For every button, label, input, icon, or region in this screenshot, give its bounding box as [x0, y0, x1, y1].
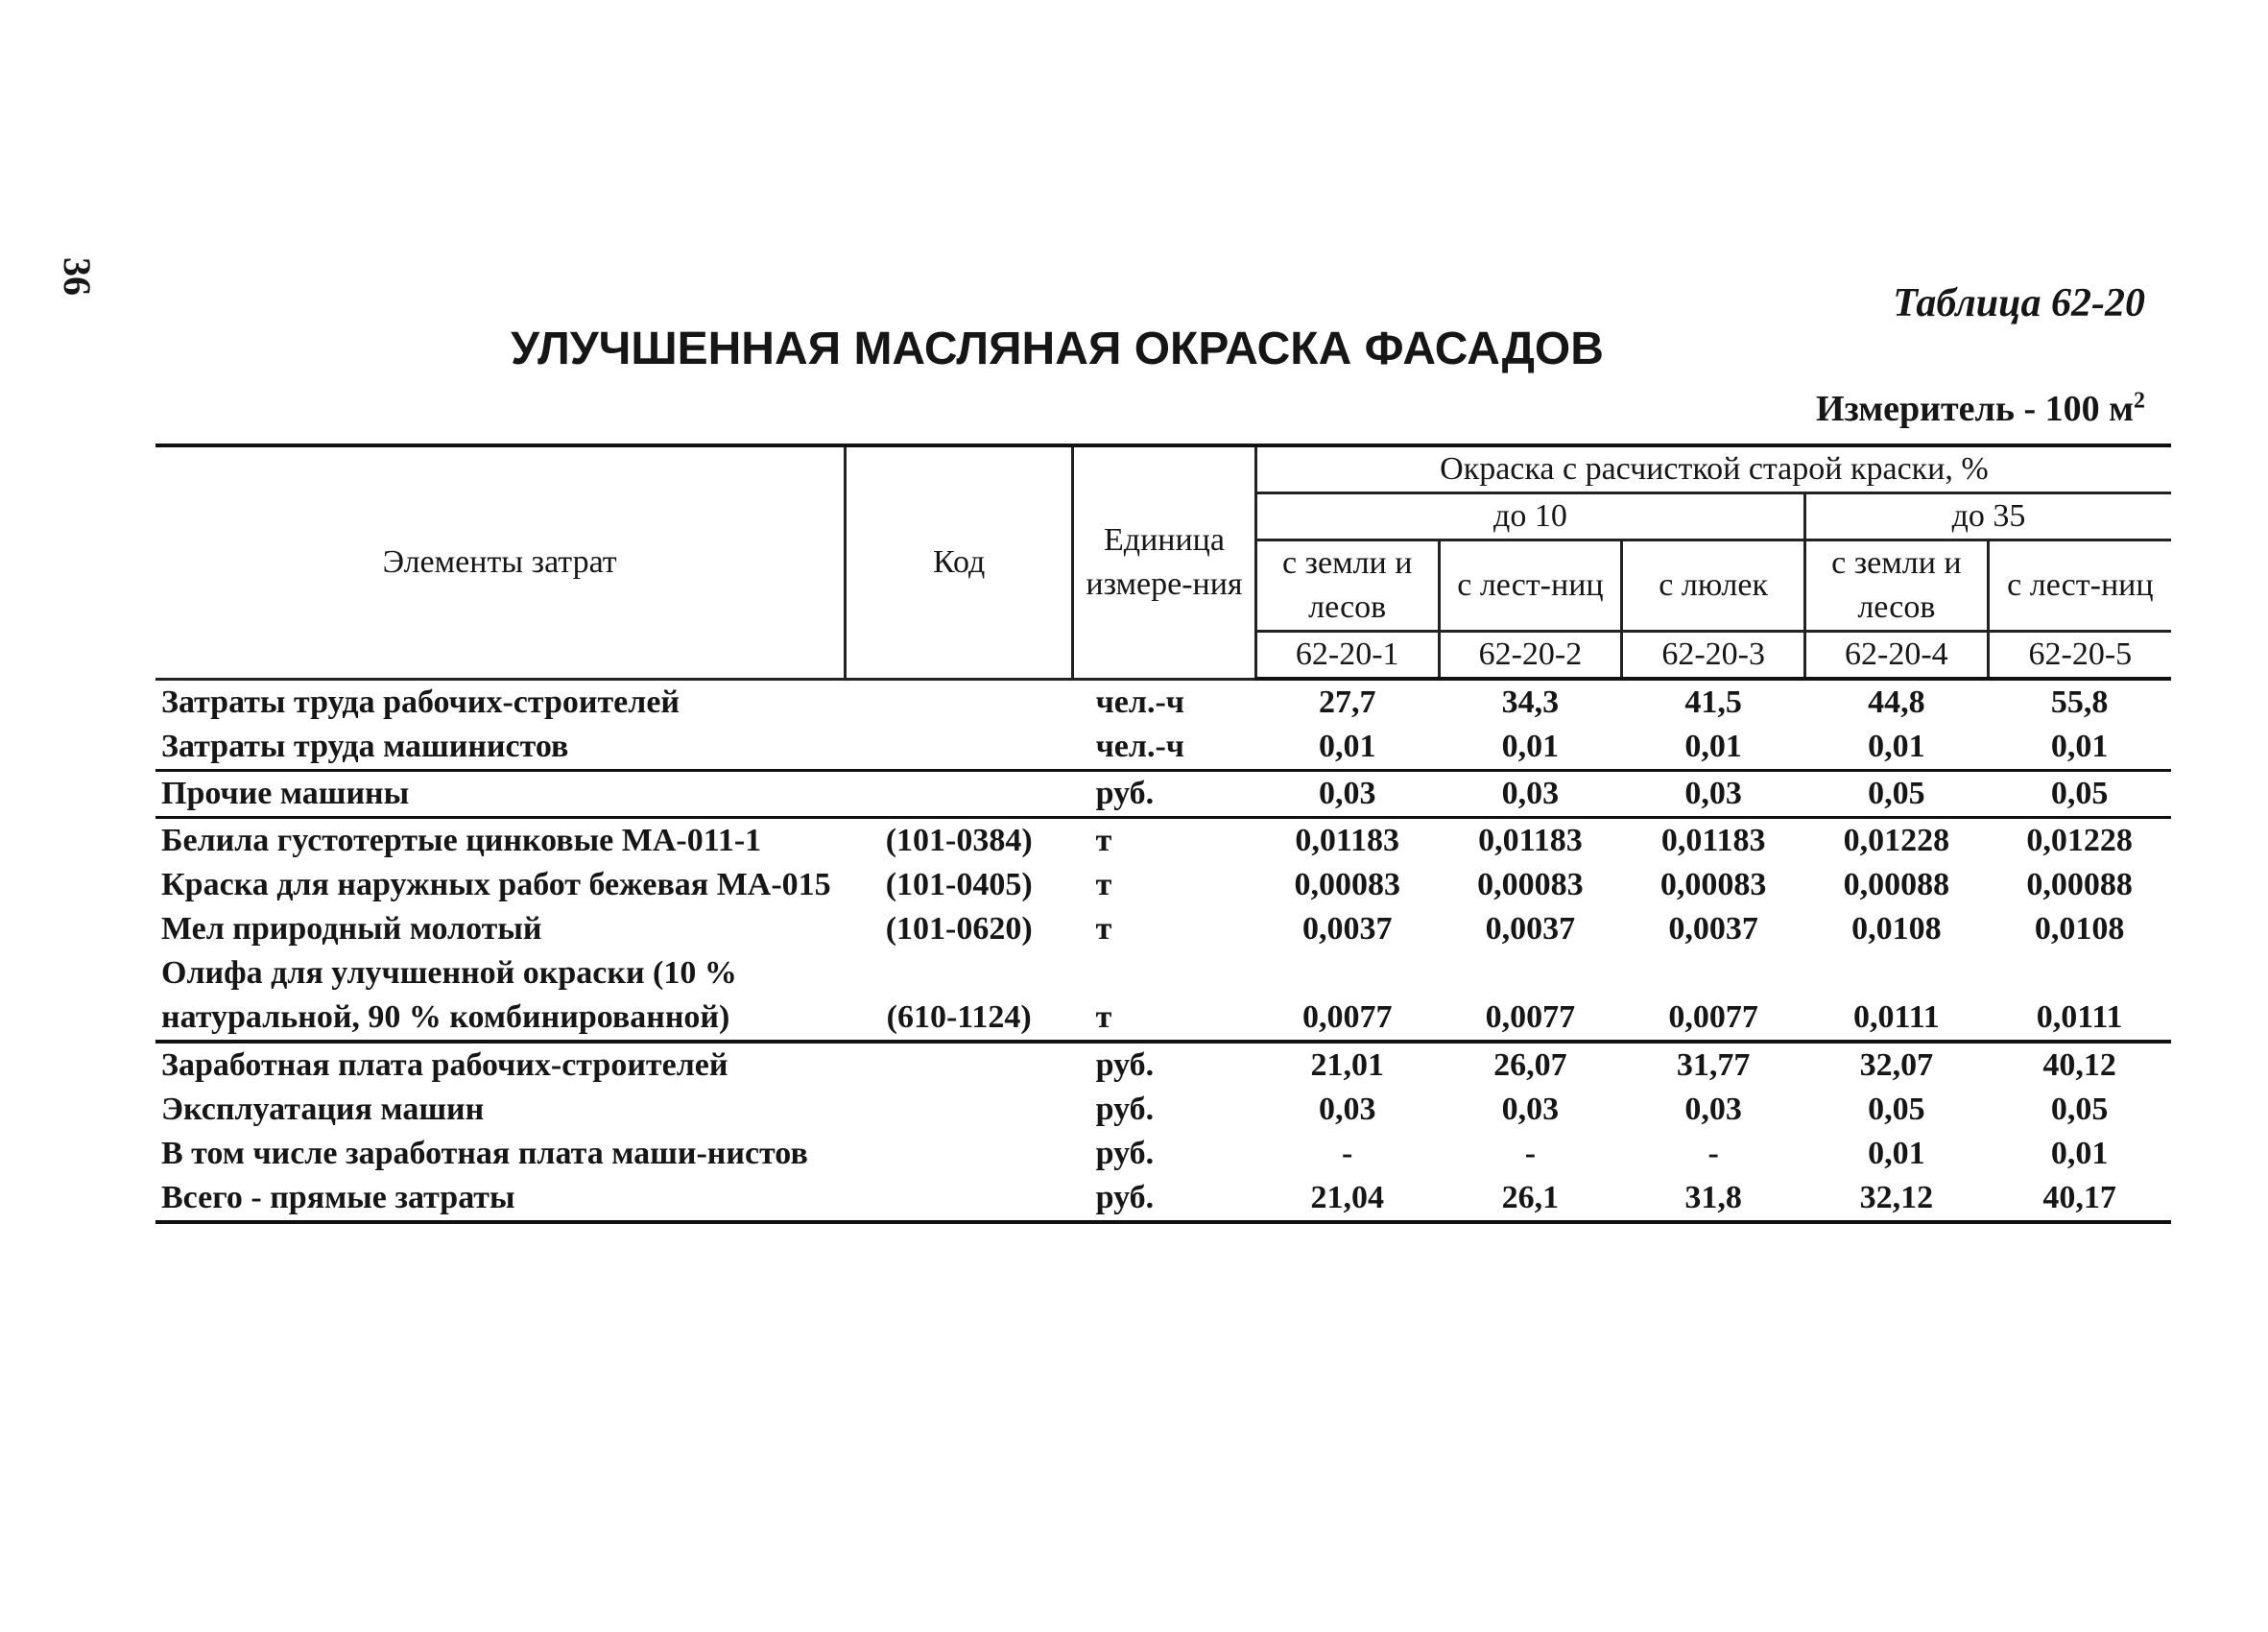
row-value: 0,05: [1868, 1092, 1925, 1127]
row-value: 21,04: [1255, 1176, 1439, 1222]
row-label: Всего - прямые затраты: [155, 1176, 846, 1222]
row-label: Прочие машины: [155, 771, 846, 818]
row-value: 0,03: [1318, 1092, 1376, 1127]
row-unit: руб.: [1073, 771, 1256, 818]
row-value: 0,03: [1501, 1092, 1560, 1127]
row-code: (101-0384): [885, 823, 1033, 858]
row-value: -: [1707, 1136, 1719, 1171]
row-value: 0,0108: [2034, 911, 2125, 947]
header-code-3: 62-20-3: [1622, 632, 1805, 680]
row-value: 0,00088: [2026, 867, 2133, 902]
row-value: 0,05: [1805, 771, 1989, 818]
row-unit: руб.: [1073, 1176, 1256, 1222]
table-row: [155, 1088, 2171, 1132]
cost-table: [155, 444, 2171, 1224]
row-value: 0,01183: [1660, 823, 1766, 858]
table-row: [155, 951, 2171, 1042]
row-value: 0,05: [2050, 1092, 2109, 1127]
row-value: 0,01: [1805, 725, 1989, 771]
row-unit: руб.: [1095, 1136, 1155, 1171]
row-unit: т: [1095, 911, 1112, 947]
header-elements: Элементы затрат: [155, 445, 846, 679]
table-row: [155, 771, 2171, 818]
row-value: 0,00083: [1294, 867, 1400, 902]
row-label: В том числе заработная плата маши-нистов: [161, 1136, 808, 1171]
row-value: 0,00083: [1477, 867, 1584, 902]
row-label: Белила густотертые цинковые МА-011-1: [161, 823, 762, 858]
row-label: Затраты труда машинистов: [155, 725, 846, 771]
row-value: 0,01183: [1295, 823, 1400, 858]
row-value: 0,01: [1622, 725, 1805, 771]
row-value: 31,77: [1676, 1047, 1751, 1083]
row-value: 27,7: [1318, 684, 1376, 720]
header-code-2: 62-20-2: [1439, 632, 1622, 680]
row-code: [846, 1088, 1073, 1132]
row-value: 0,05: [1988, 771, 2171, 818]
row-value: 41,5: [1684, 684, 1742, 720]
header-unit: Единица измере-ния: [1073, 445, 1256, 679]
row-value: 32,12: [1805, 1176, 1989, 1222]
header-col-4: с земли и лесов: [1805, 540, 1989, 632]
row-value: 0,0037: [1485, 911, 1576, 947]
table-row: [155, 725, 2171, 771]
row-label: Олифа для улучшенной окраски (10 % натуральной, 90 % комбинированной): [155, 951, 846, 1042]
row-code: [846, 725, 1073, 771]
table-row: [155, 1132, 2171, 1176]
row-value: 0,01: [1988, 725, 2171, 771]
row-value: 0,01: [1255, 725, 1439, 771]
row-value: 0,03: [1255, 771, 1439, 818]
measure-superscript: 2: [2134, 388, 2145, 414]
row-value: 0,0037: [1301, 911, 1393, 947]
table-row: [155, 1042, 2171, 1088]
page-title: УЛУЧШЕННАЯ МАСЛЯНАЯ ОКРАСКА ФАСАДОВ: [511, 324, 1604, 374]
row-code: (610-1124): [846, 951, 1073, 1042]
row-value: 0,0077: [1255, 951, 1439, 1042]
row-value: 0,03: [1622, 771, 1805, 818]
row-value: 44,8: [1868, 684, 1925, 720]
table-label: Таблица 62-20: [1893, 281, 2145, 325]
measure-text: Измеритель - 100 м: [1815, 389, 2134, 429]
row-value: -: [1524, 1136, 1537, 1171]
header-code-1: 62-20-1: [1255, 632, 1439, 680]
row-code: (101-0405): [885, 867, 1033, 902]
row-value: 0,01: [1439, 725, 1622, 771]
header-col-3: с люлек: [1622, 540, 1805, 632]
row-value: 0,01228: [2026, 823, 2133, 858]
row-value: 0,01: [1868, 1136, 1925, 1171]
row-unit: руб.: [1095, 1092, 1155, 1127]
row-value: 34,3: [1501, 684, 1560, 720]
row-label: Мел природный молотый: [161, 911, 542, 947]
row-value: 0,00088: [1843, 867, 1950, 902]
header-group: Окраска с расчисткой старой краски, %: [1255, 445, 2171, 493]
row-value: 0,0111: [1805, 951, 1989, 1042]
header-code-5: 62-20-5: [1988, 632, 2171, 680]
row-label: Эксплуатация машин: [161, 1092, 485, 1127]
row-value: 26,07: [1493, 1047, 1567, 1083]
row-value: 0,01228: [1843, 823, 1950, 858]
row-unit: чел.-ч: [1073, 725, 1256, 771]
row-value: 0,0108: [1851, 911, 1942, 947]
header-sub-b: до 35: [1805, 493, 2172, 540]
row-unit: чел.-ч: [1095, 684, 1184, 720]
row-code: [846, 1176, 1073, 1222]
row-value: 0,03: [1439, 771, 1622, 818]
row-unit: т: [1095, 867, 1112, 902]
row-code: (101-0620): [885, 911, 1033, 947]
table-row: [155, 1176, 2171, 1222]
header-code-4: 62-20-4: [1805, 632, 1989, 680]
row-value: 0,03: [1684, 1092, 1742, 1127]
row-value: -: [1342, 1136, 1353, 1171]
row-value: 0,0037: [1668, 911, 1758, 947]
header-sub-a: до 10: [1255, 493, 1804, 540]
row-label: Затраты труда рабочих-строителей: [161, 684, 680, 720]
row-value: 31,8: [1622, 1176, 1805, 1222]
row-unit: руб.: [1095, 1047, 1155, 1083]
table-row: [155, 679, 2171, 725]
row-value: 0,01183: [1478, 823, 1583, 858]
row-value: 0,00083: [1659, 867, 1767, 902]
row-value: 40,17: [1988, 1176, 2171, 1222]
row-code: [846, 679, 1073, 725]
row-value: 32,07: [1859, 1047, 1934, 1083]
header-col-2: с лест-ниц: [1439, 540, 1622, 632]
row-unit: т: [1095, 823, 1112, 858]
table-row: [155, 907, 2171, 951]
row-label: Заработная плата рабочих-строителей: [161, 1047, 728, 1083]
row-value: 40,12: [2042, 1047, 2116, 1083]
table-row: [155, 863, 2171, 907]
row-value: 0,0111: [1988, 951, 2171, 1042]
table-row: [155, 818, 2171, 864]
header-col-5: с лест-ниц: [1988, 540, 2171, 632]
row-label: Краска для наружных работ бежевая МА-015: [161, 867, 831, 902]
row-value: 26,1: [1439, 1176, 1622, 1222]
row-unit: т: [1073, 951, 1256, 1042]
row-value: 55,8: [2050, 684, 2109, 720]
page-number: 36: [56, 257, 99, 296]
row-value: 0,01: [2050, 1136, 2109, 1171]
row-code: [846, 771, 1073, 818]
header-code: Код: [846, 445, 1073, 679]
row-value: 21,01: [1310, 1047, 1384, 1083]
row-value: 0,0077: [1622, 951, 1805, 1042]
row-code: [846, 1042, 1073, 1088]
row-value: 0,0077: [1439, 951, 1622, 1042]
measure-unit: [1816, 388, 2145, 430]
header-col-1: с земли и лесов: [1255, 540, 1439, 632]
row-code: [846, 1132, 1073, 1176]
